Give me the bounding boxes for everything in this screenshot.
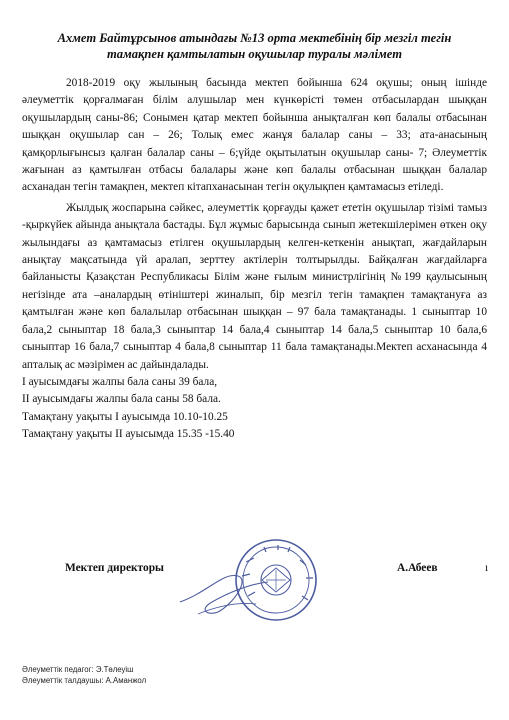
title-line-2: тамақпен қамтылатын оқушылар туралы мәлімет: [107, 47, 402, 61]
signature-title: Мектеп директоры: [65, 562, 164, 574]
shift1-count: I ауысымдағы жалпы бала саны 39 бала,: [22, 375, 218, 388]
title-line-1: Ахмет Байтұрсынов атындағы №13 орта мектебінің бір мезгіл тегін: [57, 31, 452, 45]
meal-time-shift2: Тамақтану уақыты II ауысымда 15.35 -15.40: [22, 428, 235, 441]
paragraph-enrollment: 2018-2019 оқу жылының басында мектеп бойынша 624 оқушы; оның ішінде әлеуметтік қорғалмаған білім алушылар мен күнкөрісті төмен отбасылардан шыққан оқушылардың саны-86; Сонымен қатар мектеп бойынша анықталған көп балалы отбасынан шыққан оқушылар сан – 26; Толық емес жанұя балалар саны – 33; ата-анасының қамқорлығынсыз қалған балалар саны – 6;үйде оқытылатын оқушылар саны- 7; Әлеуметтік жағынан аз қамтылған отбасы балалары және көп балалы отбасынан шыққан балалар асханадан тегін тамақпен, мектеп кітапханасынан тегін оқулықпен қамтамасыз етіледі.: [22, 77, 487, 194]
signature-row: [65, 562, 495, 582]
footer-social-analyst: Әлеуметтік талдаушы: А.Аманжол: [22, 676, 147, 685]
signature-name: А.Абеев: [397, 562, 438, 574]
signature-mark: ı: [485, 562, 489, 574]
shift2-count: II ауысымдағы жалпы бала саны 58 бала.: [22, 393, 221, 406]
meal-time-shift1: Тамақтану уақыты I ауысымда 10.10-10.25: [22, 410, 228, 423]
paragraph-meal-program: Жылдық жоспарына сәйкес, әлеуметтік қорғауды қажет ететін оқушылар тізімі тамыз -қыркүйек айында анықтала бастады. Бұл жұмыс барысында сынып жетекшілерімен өткен оқу жылындағы аз қамтамасыз етілген оқушылардың келген-кеткенін анықтап, жағдайларын анықтау мақсатында үй аралап, зерттеу актілерін толтырылды. Байқалған жағдайларға байланысты Қазақстан Республикасы Білім және ғылым министрлігінің №199 қаулысының негізінде ата –аналардың өтініштері жиналып, бір мезгіл тегін тамақпен тамақтануға аз қамтылған және көп балалылар отбасынан шыққан – 97 бала тамақтанады. 1 сыныптар 10 бала,2 сыныптар 18 бала,3 сыныптар 14 бала,4 сыныптар 14 бала,5 сыныптар 10 бала,6 сыныптар 16 бала,7 сыныптар 4 бала,8 сыныптар 11 бала тамақтанады.Мектеп асханасында 4 апталық ас мәзірімен ас дайындалады.: [22, 201, 487, 371]
document-footer: [22, 664, 146, 686]
footer-social-pedagogue: Әлеуметтік педагог: Э.Төлеуіш: [22, 665, 134, 674]
document-title: [22, 30, 487, 62]
document-body: [22, 75, 487, 444]
